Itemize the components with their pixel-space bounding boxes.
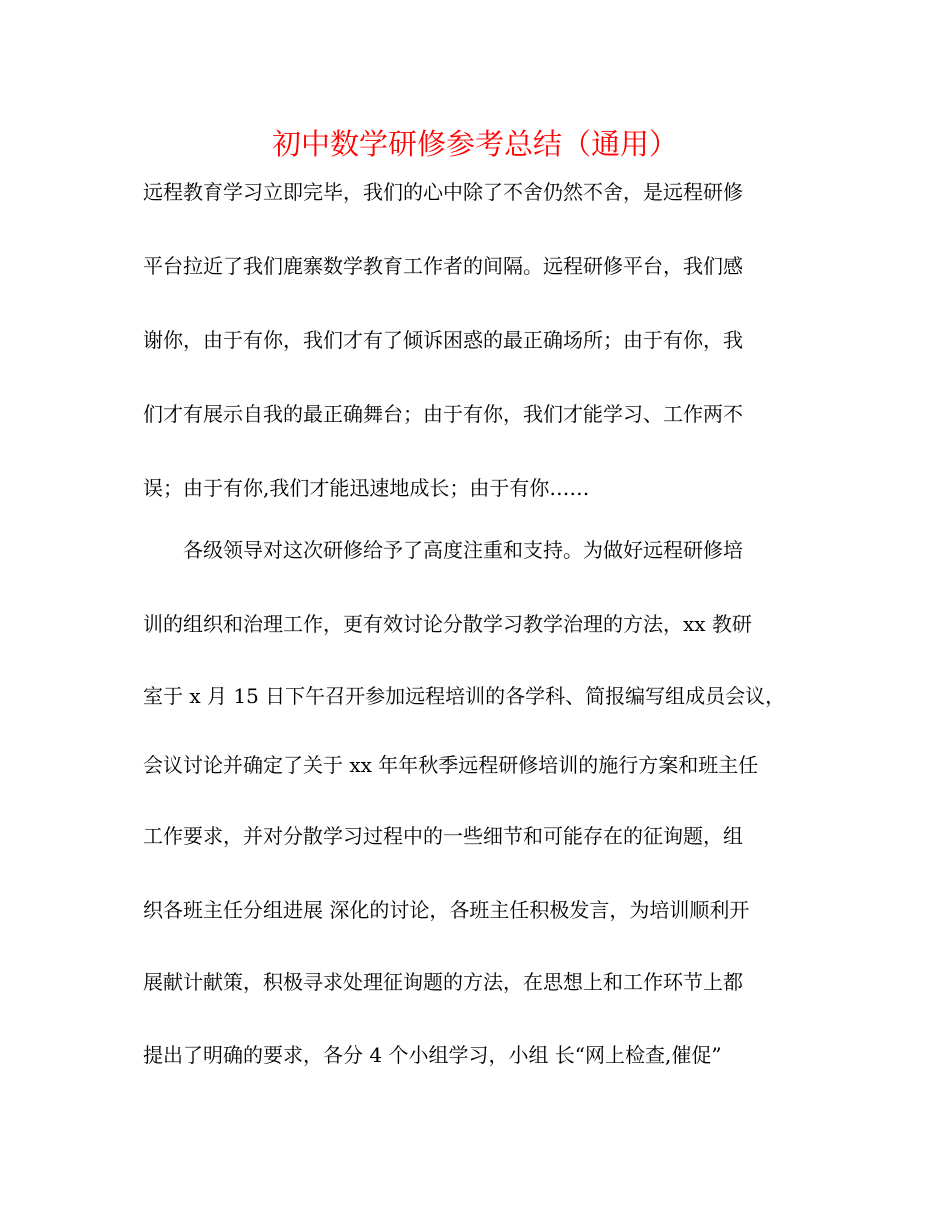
body-line: 展献计献策，积极寻求处理征询题的方法，在思想上和工作环节上都: [143, 970, 743, 994]
document-title: 初中数学研修参考总结（通用）: [271, 127, 678, 161]
body-line: 工作要求，并对分散学习过程中的一些细节和可能存在的征询题，组: [143, 824, 743, 848]
body-line: 们才有展示自我的最正确舞台；由于有你，我们才能学习、工作两不: [143, 402, 743, 426]
body-line: 提出了明确的要求，各分 4 个小组学习，小组 长“网上检查,催促”: [143, 1043, 722, 1067]
body-line: 谢你，由于有你，我们才有了倾诉困惑的最正确场所；由于有你，我: [143, 328, 743, 352]
body-line: 平台拉近了我们鹿寨数学教育工作者的间隔。远程研修平台，我们感: [143, 254, 743, 278]
body-line: 远程教育学习立即完毕，我们的心中除了不舍仍然不舍，是远程研修: [143, 180, 743, 204]
body-line: 会议讨论并确定了关于 xx 年年秋季远程研修培训的施行方案和班主任: [143, 753, 759, 777]
body-line: 室于 x 月 15 日下午召开参加远程培训的各学科、简报编写组成员会议，: [143, 684, 786, 708]
body-line: 织各班主任分组进展 深化的讨论，各班主任积极发言，为培训顺利开: [143, 898, 750, 922]
body-line: 各级领导对这次研修给予了高度注重和支持。为做好远程研修培: [143, 538, 743, 562]
body-line: 训的组织和治理工作，更有效讨论分散学习教学治理的方法，xx 教研: [143, 612, 752, 636]
body-line: 误；由于有你,我们才能迅速地成长；由于有你……: [143, 476, 590, 500]
